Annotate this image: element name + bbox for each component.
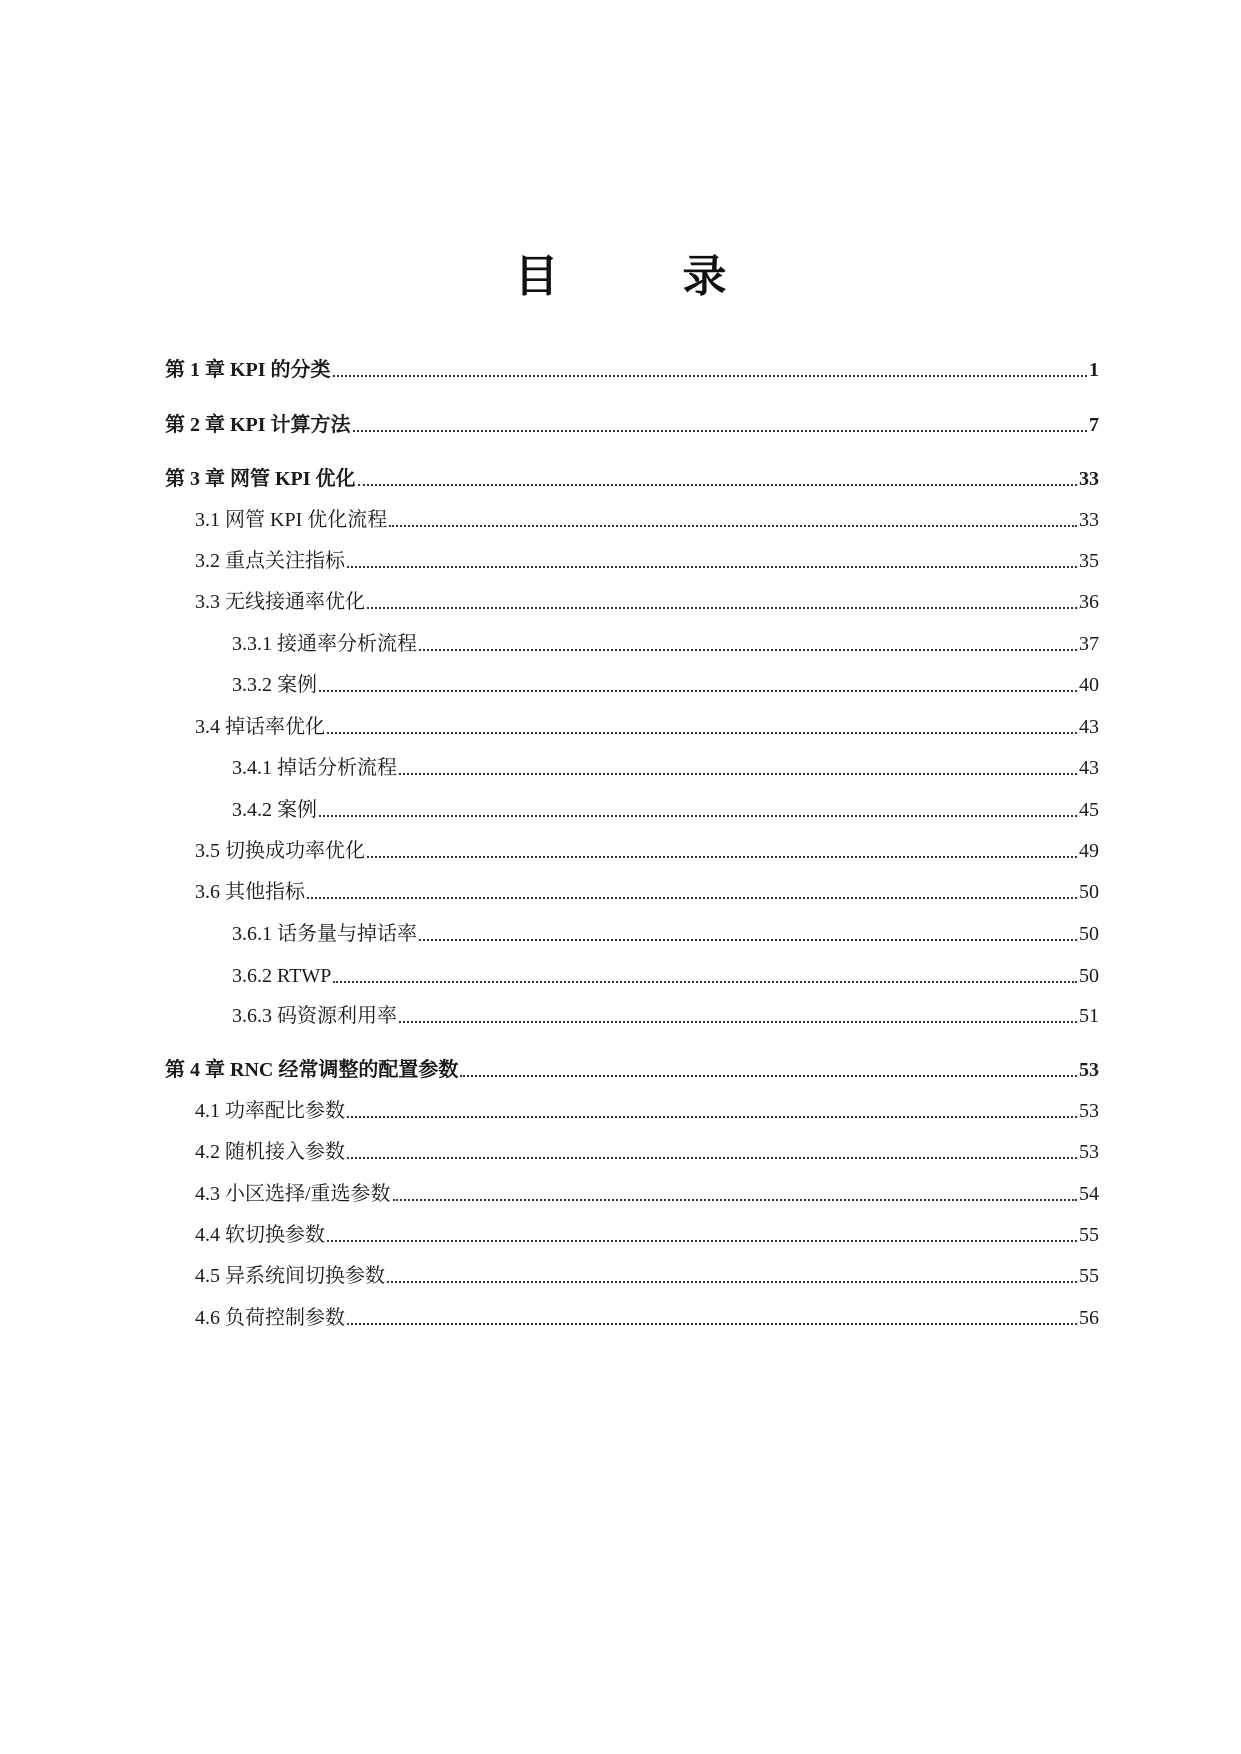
toc-entry-section-3-6-1[interactable] xyxy=(232,920,1099,948)
toc-page-number: 55 xyxy=(1079,1265,1099,1287)
toc-entry-label: 4.4 软切换参数 xyxy=(195,1224,325,1246)
toc-entry-label: 3.3 无线接通率优化 xyxy=(195,591,365,613)
toc-entry-section-3-4-2[interactable] xyxy=(232,796,1099,824)
toc-page-number: 51 xyxy=(1079,1005,1099,1027)
toc-page-number: 43 xyxy=(1079,716,1099,738)
toc-dot-leader xyxy=(393,1199,1077,1201)
toc-entry-label: 3.6.2 RTWP xyxy=(232,965,332,987)
toc-dot-leader xyxy=(399,1021,1077,1023)
toc-dot-leader xyxy=(327,1240,1077,1242)
toc-entry-chapter-1[interactable] xyxy=(165,356,1099,384)
toc-dot-leader xyxy=(319,690,1077,692)
toc-entry-label: 3.5 切换成功率优化 xyxy=(195,840,365,862)
toc-page-number: 53 xyxy=(1079,1141,1099,1163)
toc-entry-label: 4.6 负荷控制参数 xyxy=(195,1307,345,1329)
toc-entry-section-4-2[interactable] xyxy=(195,1138,1099,1166)
toc-title: 目 录 xyxy=(514,251,767,302)
toc-dot-leader xyxy=(327,732,1077,734)
toc-dot-leader xyxy=(419,939,1077,941)
toc-page-number: 49 xyxy=(1079,840,1099,862)
toc-page-number: 53 xyxy=(1079,1059,1099,1081)
toc-entry-label: 3.2 重点关注指标 xyxy=(195,550,345,572)
toc-dot-leader xyxy=(347,1323,1077,1325)
toc-entry-section-4-3[interactable] xyxy=(195,1180,1099,1208)
toc-page-number: 36 xyxy=(1079,591,1099,613)
toc-page-number: 33 xyxy=(1079,509,1099,531)
toc-dot-leader xyxy=(419,649,1077,651)
toc-dot-leader xyxy=(319,815,1077,817)
toc-entry-section-3-6-2[interactable] xyxy=(232,962,1099,990)
toc-page-number: 40 xyxy=(1079,674,1099,696)
toc-entry-chapter-2[interactable] xyxy=(165,411,1099,439)
toc-entry-label: 3.4 掉话率优化 xyxy=(195,716,325,738)
toc-entry-label: 3.6 其他指标 xyxy=(195,881,305,903)
toc-dot-leader xyxy=(460,1075,1077,1077)
toc-entry-label: 3.6.1 话务量与掉话率 xyxy=(232,923,417,945)
toc-dot-leader xyxy=(347,1157,1077,1159)
toc-entry-label: 4.5 异系统间切换参数 xyxy=(195,1265,385,1287)
toc-entry-section-4-4[interactable] xyxy=(195,1221,1099,1249)
toc-dot-leader xyxy=(399,773,1077,775)
toc-entry-label: 4.2 随机接入参数 xyxy=(195,1141,345,1163)
toc-entry-section-3-5[interactable] xyxy=(195,837,1099,865)
toc-page-number: 55 xyxy=(1079,1224,1099,1246)
toc-dot-leader xyxy=(389,525,1077,527)
toc-page-number: 50 xyxy=(1079,923,1099,945)
toc-entry-section-3-3-1[interactable] xyxy=(232,630,1099,658)
toc-page-number: 53 xyxy=(1079,1100,1099,1122)
toc-entry-label: 4.1 功率配比参数 xyxy=(195,1100,345,1122)
toc-entry-label: 3.4.1 掉话分析流程 xyxy=(232,757,397,779)
toc-entry-label: 第 4 章 RNC 经常调整的配置参数 xyxy=(165,1059,459,1081)
toc-dot-leader xyxy=(347,1116,1077,1118)
toc-dot-leader xyxy=(367,607,1077,609)
toc-entry-label: 3.1 网管 KPI 优化流程 xyxy=(195,509,388,531)
toc-dot-leader xyxy=(347,566,1077,568)
toc-dot-leader xyxy=(353,430,1087,432)
toc-dot-leader xyxy=(307,897,1077,899)
toc-page-number: 33 xyxy=(1079,468,1099,490)
toc-entry-section-3-6[interactable] xyxy=(195,878,1099,906)
toc-dot-leader xyxy=(333,375,1087,377)
toc-page-number: 7 xyxy=(1089,414,1099,436)
toc-entry-section-3-3[interactable] xyxy=(195,588,1099,616)
toc-page-number: 35 xyxy=(1079,550,1099,572)
toc-page-number: 56 xyxy=(1079,1307,1099,1329)
toc-dot-leader xyxy=(387,1281,1077,1283)
toc-page-number: 45 xyxy=(1079,799,1099,821)
toc-entry-label: 3.6.3 码资源利用率 xyxy=(232,1005,397,1027)
toc-dot-leader xyxy=(333,981,1077,983)
toc-page-number: 50 xyxy=(1079,881,1099,903)
toc-entry-section-4-6[interactable] xyxy=(195,1304,1099,1332)
toc-entry-section-3-4-1[interactable] xyxy=(232,754,1099,782)
toc-entry-section-3-4[interactable] xyxy=(195,713,1099,741)
toc-entry-section-3-1[interactable] xyxy=(195,506,1099,534)
toc-entry-chapter-3[interactable] xyxy=(165,465,1099,493)
toc-page-number: 1 xyxy=(1089,359,1099,381)
toc-entry-label: 4.3 小区选择/重选参数 xyxy=(195,1183,391,1205)
toc-entry-section-4-1[interactable] xyxy=(195,1097,1099,1125)
toc-entry-label: 3.3.1 接通率分析流程 xyxy=(232,633,417,655)
toc-entry-section-3-3-2[interactable] xyxy=(232,671,1099,699)
toc-entry-label: 第 2 章 KPI 计算方法 xyxy=(165,414,351,436)
toc-page-number: 54 xyxy=(1079,1183,1099,1205)
toc-entry-label: 3.3.2 案例 xyxy=(232,674,317,696)
toc-entry-section-3-2[interactable] xyxy=(195,547,1099,575)
toc-entry-label: 第 3 章 网管 KPI 优化 xyxy=(165,468,356,490)
toc-dot-leader xyxy=(358,484,1077,486)
toc-page-number: 37 xyxy=(1079,633,1099,655)
toc-entry-label: 3.4.2 案例 xyxy=(232,799,317,821)
toc-dot-leader xyxy=(367,856,1077,858)
toc-entry-chapter-4[interactable] xyxy=(165,1056,1099,1084)
toc-page-number: 50 xyxy=(1079,965,1099,987)
toc-entry-section-3-6-3[interactable] xyxy=(232,1002,1099,1030)
toc-entry-section-4-5[interactable] xyxy=(195,1262,1099,1290)
toc-entry-label: 第 1 章 KPI 的分类 xyxy=(165,359,331,381)
toc-page-number: 43 xyxy=(1079,757,1099,779)
